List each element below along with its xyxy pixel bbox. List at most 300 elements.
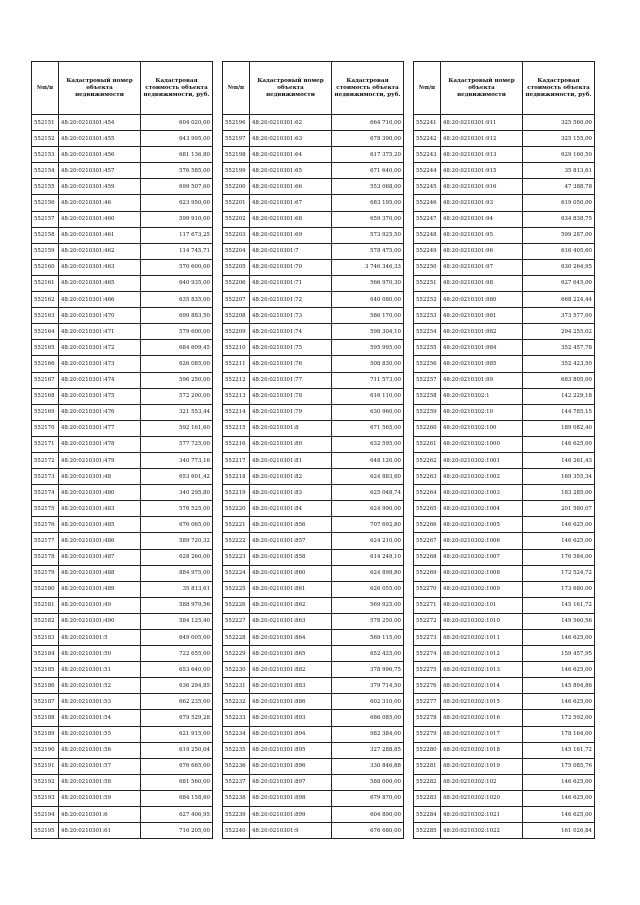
cadastral-value: 614 248,10 [332, 549, 404, 565]
cadastral-value: 373 577,00 [523, 308, 595, 324]
row-number: 552248 [414, 227, 441, 243]
table-row [223, 710, 404, 726]
row-number: 552279 [414, 726, 441, 742]
row-number: 552184 [32, 646, 59, 662]
table-row [223, 501, 404, 517]
cadastral-number: 48:20:0210302:1016 [441, 710, 523, 726]
row-number: 552161 [32, 275, 59, 291]
table-row [223, 823, 404, 839]
cadastral-value: 146 625,00 [523, 774, 595, 790]
cadastral-number: 48:20:0210302:1007 [441, 549, 523, 565]
row-number: 552165 [32, 340, 59, 356]
table-row [32, 549, 213, 565]
cadastral-number: 48:20:0210301:895 [250, 742, 332, 758]
table-row [32, 372, 213, 388]
cadastral-number: 48:20:0210302:1003 [441, 485, 523, 501]
cadastral-number: 48:20:0210301:883 [250, 678, 332, 694]
row-number: 552214 [223, 404, 250, 420]
cadastral-number: 48:20:0210302:1019 [441, 758, 523, 774]
table-row [32, 275, 213, 291]
cadastral-number: 48:20:0210301:461 [59, 227, 141, 243]
table-row [32, 243, 213, 259]
row-number: 552192 [32, 774, 59, 790]
cadastral-value: 146 625,00 [523, 533, 595, 549]
cadastral-value: 648 120,00 [332, 452, 404, 468]
cadastral-value: 146 625,00 [523, 517, 595, 533]
row-number: 552254 [414, 324, 441, 340]
row-number: 552205 [223, 259, 250, 275]
cadastral-number: 48:20:0210301:856 [250, 517, 332, 533]
table-row [223, 758, 404, 774]
row-number: 552185 [32, 662, 59, 678]
cadastral-number: 48:20:0210301:478 [59, 436, 141, 452]
table-row [32, 501, 213, 517]
row-number: 552237 [223, 774, 250, 790]
table-row [32, 131, 213, 147]
row-number: 552171 [32, 436, 59, 452]
cadastral-value: 352 457,78 [523, 340, 595, 356]
cadastral-number: 48:20:0210302:1009 [441, 581, 523, 597]
row-number: 552250 [414, 259, 441, 275]
cadastral-number: 48:20:0210301:886 [250, 694, 332, 710]
cadastral-number: 48:20:0210301:56 [59, 742, 141, 758]
table-row [414, 565, 595, 581]
row-number: 552238 [223, 790, 250, 806]
cadastral-value: 616 405,60 [523, 243, 595, 259]
row-number: 552261 [414, 436, 441, 452]
cadastral-number: 48:20:0210301:52 [59, 678, 141, 694]
table-row [223, 452, 404, 468]
cadastral-number: 48:20:0210301:93 [441, 195, 523, 211]
cadastral-number: 48:20:0210302:1008 [441, 565, 523, 581]
table-row [32, 790, 213, 806]
cadastral-number: 48:20:0210301:981 [441, 308, 523, 324]
table-row [414, 163, 595, 179]
row-number: 552262 [414, 452, 441, 468]
cadastral-value: 634 838,75 [523, 211, 595, 227]
cadastral-value: 683 805,00 [523, 372, 595, 388]
row-number: 552202 [223, 211, 250, 227]
row-number: 552221 [223, 517, 250, 533]
cadastral-value: 604 890,00 [332, 807, 404, 823]
row-number: 552241 [414, 115, 441, 131]
table-row [223, 678, 404, 694]
cadastral-value: 625 048,74 [332, 485, 404, 501]
table-row [414, 179, 595, 195]
row-number: 552168 [32, 388, 59, 404]
row-number: 552276 [414, 678, 441, 694]
table-row [223, 613, 404, 629]
table-row [32, 758, 213, 774]
cadastral-value: 325 155,00 [523, 131, 595, 147]
cadastral-number: 48:20:0210301:864 [250, 630, 332, 646]
cadastral-value: 649 005,00 [141, 630, 213, 646]
cadastral-number: 48:20:0210301:82 [250, 469, 332, 485]
cadastral-number: 48:20:0210301:456 [59, 147, 141, 163]
table-row [32, 597, 213, 613]
table-row [414, 758, 595, 774]
row-number: 552217 [223, 452, 250, 468]
table-row [414, 790, 595, 806]
cadastral-number: 48:20:0210301:75 [250, 340, 332, 356]
cadastral-number: 48:20:0210301:62 [250, 115, 332, 131]
cadastral-value: 508 830,00 [332, 356, 404, 372]
row-number: 552256 [414, 356, 441, 372]
row-number: 552243 [414, 147, 441, 163]
cadastral-value: 627 645,00 [523, 275, 595, 291]
cadastral-number: 48:20:0210301:466 [59, 292, 141, 308]
cadastral-value: 686 085,00 [332, 710, 404, 726]
cadastral-number: 48:20:0210302:1005 [441, 517, 523, 533]
table-row [414, 147, 595, 163]
cadastral-number: 48:20:0210301:454 [59, 115, 141, 131]
row-number: 552252 [414, 292, 441, 308]
row-number: 552230 [223, 662, 250, 678]
table-row [223, 630, 404, 646]
cadastral-number: 48:20:0210301:64 [250, 147, 332, 163]
cadastral-value: 114 745,71 [141, 243, 213, 259]
cadastral-value: 630 264,95 [523, 259, 595, 275]
table-row [414, 404, 595, 420]
cadastral-value: 619 250,04 [141, 742, 213, 758]
row-number: 552264 [414, 485, 441, 501]
row-number: 552220 [223, 501, 250, 517]
cadastral-table-3 [413, 61, 595, 839]
cadastral-value: 178 164,00 [523, 726, 595, 742]
row-number: 552278 [414, 710, 441, 726]
row-number: 552274 [414, 646, 441, 662]
cadastral-table-2 [222, 61, 404, 839]
table-row [223, 420, 404, 436]
cadastral-value: 684 609,45 [141, 340, 213, 356]
cadastral-number: 48:20:0210301:882 [250, 662, 332, 678]
cadastral-value: 146 625,00 [523, 662, 595, 678]
row-number: 552218 [223, 469, 250, 485]
table-row [32, 388, 213, 404]
cadastral-value: 668 224,44 [523, 292, 595, 308]
row-number: 552239 [223, 807, 250, 823]
cadastral-number: 48:20:0210301:69 [250, 227, 332, 243]
header-cadastral-value: Кадастровая стоимость объекта недвижимости, руб. [332, 62, 404, 115]
row-number: 552225 [223, 581, 250, 597]
row-number: 552228 [223, 630, 250, 646]
cadastral-value: 146 625,00 [523, 436, 595, 452]
row-number: 552213 [223, 388, 250, 404]
cadastral-value: 599 287,00 [523, 227, 595, 243]
cadastral-number: 48:20:0210301:861 [250, 581, 332, 597]
cadastral-number: 48:20:0210301:51 [59, 662, 141, 678]
cadastral-number: 48:20:0210301:489 [59, 581, 141, 597]
table-row [223, 469, 404, 485]
row-number: 552166 [32, 356, 59, 372]
cadastral-value: 378 996,75 [332, 662, 404, 678]
cadastral-number: 48:20:0210301:893 [250, 710, 332, 726]
table-row [223, 517, 404, 533]
header-num: №п/п [223, 62, 250, 115]
cadastral-value: 146 625,00 [523, 790, 595, 806]
table-header-row [223, 62, 404, 115]
row-number: 552244 [414, 163, 441, 179]
cadastral-value: 161 026,84 [523, 823, 595, 839]
cadastral-number: 48:20:0210301:985 [441, 356, 523, 372]
cadastral-value: 699 883,50 [141, 308, 213, 324]
cadastral-number: 48:20:0210302:101 [441, 597, 523, 613]
cadastral-number: 48:20:0210302:1002 [441, 469, 523, 485]
row-number: 552153 [32, 147, 59, 163]
table-row [32, 807, 213, 823]
table-row [223, 533, 404, 549]
cadastral-value: 635 835,00 [141, 292, 213, 308]
cadastral-number: 48:20:0210301:71 [250, 275, 332, 291]
row-number: 552163 [32, 308, 59, 324]
table-row [32, 259, 213, 275]
row-number: 552180 [32, 581, 59, 597]
row-number: 552177 [32, 533, 59, 549]
row-number: 552212 [223, 372, 250, 388]
row-number: 552249 [414, 243, 441, 259]
row-number: 552178 [32, 549, 59, 565]
table-row [32, 662, 213, 678]
row-number: 552229 [223, 646, 250, 662]
cadastral-number: 48:20:0210301:94 [441, 211, 523, 227]
row-number: 552255 [414, 340, 441, 356]
cadastral-value: 707 692,80 [332, 517, 404, 533]
table-row [414, 115, 595, 131]
cadastral-number: 48:20:0210301:455 [59, 131, 141, 147]
cadastral-number: 48:20:0210301:465 [59, 275, 141, 291]
row-number: 552253 [414, 308, 441, 324]
row-number: 552158 [32, 227, 59, 243]
cadastral-value: 676 680,00 [332, 823, 404, 839]
cadastral-value: 616 110,00 [332, 388, 404, 404]
table-row [414, 613, 595, 629]
cadastral-number: 48:20:0210302:1000 [441, 436, 523, 452]
table-row [32, 147, 213, 163]
cadastral-number: 48:20:0210301:982 [441, 324, 523, 340]
row-number: 552251 [414, 275, 441, 291]
row-number: 552226 [223, 597, 250, 613]
table-row [414, 710, 595, 726]
cadastral-number: 48:20:0210301:913 [441, 147, 523, 163]
row-number: 552281 [414, 758, 441, 774]
cadastral-value: 172 524,72 [523, 565, 595, 581]
cadastral-value: 589 720,32 [141, 533, 213, 549]
cadastral-number: 48:20:0210301:65 [250, 163, 332, 179]
cadastral-number: 48:20:0210301:72 [250, 292, 332, 308]
table-row [414, 501, 595, 517]
cadastral-number: 48:20:0210301:76 [250, 356, 332, 372]
cadastral-value: 628 260,00 [141, 549, 213, 565]
cadastral-value: 146 261,43 [523, 452, 595, 468]
row-number: 552172 [32, 452, 59, 468]
cadastral-value: 604 020,00 [141, 115, 213, 131]
cadastral-value: 183 285,00 [523, 485, 595, 501]
table-row [414, 469, 595, 485]
row-number: 552232 [223, 694, 250, 710]
cadastral-number: 48:20:0210301:63 [250, 131, 332, 147]
table-row [414, 356, 595, 372]
table-row [414, 340, 595, 356]
cadastral-number: 48:20:0210301:46 [59, 195, 141, 211]
cadastral-value: 699 507,60 [141, 179, 213, 195]
row-number: 552211 [223, 356, 250, 372]
cadastral-value: 189 082,40 [523, 420, 595, 436]
table-row [414, 372, 595, 388]
cadastral-number: 48:20:0210301:457 [59, 163, 141, 179]
cadastral-value: 624 210,00 [332, 533, 404, 549]
cadastral-number: 48:20:0210301:476 [59, 404, 141, 420]
cadastral-number: 48:20:0210301:474 [59, 372, 141, 388]
cadastral-number: 48:20:0210302:10 [441, 404, 523, 420]
table-row [32, 533, 213, 549]
cadastral-value: 294 255,02 [523, 324, 595, 340]
cadastral-number: 48:20:0210301:53 [59, 694, 141, 710]
row-number: 552271 [414, 597, 441, 613]
cadastral-number: 48:20:0210301:59 [59, 790, 141, 806]
row-number: 552259 [414, 404, 441, 420]
row-number: 552209 [223, 324, 250, 340]
table-row [414, 630, 595, 646]
row-number: 552170 [32, 420, 59, 436]
row-number: 552198 [223, 147, 250, 163]
cadastral-value: 566 970,30 [332, 275, 404, 291]
cadastral-number: 48:20:0210302:1011 [441, 630, 523, 646]
table-header-row [32, 62, 213, 115]
cadastral-number: 48:20:0210302:1 [441, 388, 523, 404]
table-row [223, 807, 404, 823]
cadastral-value: 676 065,00 [141, 517, 213, 533]
table-row [32, 726, 213, 742]
row-number: 552201 [223, 195, 250, 211]
cadastral-number: 48:20:0210302:1020 [441, 790, 523, 806]
cadastral-value: 630 960,00 [332, 404, 404, 420]
cadastral-number: 48:20:0210301:67 [250, 195, 332, 211]
cadastral-value: 619 050,00 [523, 195, 595, 211]
cadastral-number: 48:20:0210301:896 [250, 758, 332, 774]
cadastral-value: 117 673,25 [141, 227, 213, 243]
cadastral-value: 35 813,61 [523, 163, 595, 179]
table-row [32, 404, 213, 420]
row-number: 552240 [223, 823, 250, 839]
table-row [32, 227, 213, 243]
cadastral-value: 569 925,00 [332, 597, 404, 613]
cadastral-number: 48:20:0210301:6 [59, 807, 141, 823]
cadastral-number: 48:20:0210301:865 [250, 646, 332, 662]
cadastral-number: 48:20:0210301:477 [59, 420, 141, 436]
row-number: 552208 [223, 308, 250, 324]
cadastral-value: 578 250,00 [332, 613, 404, 629]
cadastral-number: 48:20:0210301:48 [59, 469, 141, 485]
cadastral-number: 48:20:0210302:100 [441, 420, 523, 436]
row-number: 552272 [414, 613, 441, 629]
row-number: 552283 [414, 790, 441, 806]
cadastral-value: 144 785,15 [523, 404, 595, 420]
cadastral-value: 340 295,80 [141, 485, 213, 501]
row-number: 552227 [223, 613, 250, 629]
cadastral-number: 48:20:0210301:483 [59, 501, 141, 517]
cadastral-value: 624 990,00 [332, 501, 404, 517]
cadastral-number: 48:20:0210301:98 [441, 275, 523, 291]
row-number: 552263 [414, 469, 441, 485]
table-row [223, 195, 404, 211]
cadastral-value: 652 425,00 [332, 646, 404, 662]
cadastral-number: 48:20:0210301:54 [59, 710, 141, 726]
cadastral-number: 48:20:0210301:475 [59, 388, 141, 404]
table-row [32, 678, 213, 694]
cadastral-number: 48:20:0210302:1001 [441, 452, 523, 468]
row-number: 552233 [223, 710, 250, 726]
table-row [414, 420, 595, 436]
cadastral-number: 48:20:0210301:80 [250, 436, 332, 452]
row-number: 552187 [32, 694, 59, 710]
cadastral-number: 48:20:0210301:471 [59, 324, 141, 340]
table-row [223, 179, 404, 195]
cadastral-value: 35 813,61 [141, 581, 213, 597]
cadastral-number: 48:20:0210301:55 [59, 726, 141, 742]
cadastral-number: 48:20:0210301:897 [250, 774, 332, 790]
cadastral-value: 340 773,16 [141, 452, 213, 468]
row-number: 552196 [223, 115, 250, 131]
cadastral-value: 588 979,56 [141, 597, 213, 613]
row-number: 552267 [414, 533, 441, 549]
table-row [223, 324, 404, 340]
table-row [223, 308, 404, 324]
cadastral-number: 48:20:0210301:99 [441, 372, 523, 388]
cadastral-value: 146 625,00 [523, 694, 595, 710]
table-row [223, 340, 404, 356]
cadastral-value: 629 160,50 [523, 147, 595, 163]
table-row [32, 115, 213, 131]
row-number: 552231 [223, 678, 250, 694]
row-number: 552183 [32, 630, 59, 646]
header-cadastral-number: Кадастровый номер объекта недвижимости [250, 62, 332, 115]
table-row [32, 211, 213, 227]
row-number: 552215 [223, 420, 250, 436]
cadastral-number: 48:20:0210301:857 [250, 533, 332, 549]
cadastral-value: 569 115,00 [332, 630, 404, 646]
cadastral-number: 48:20:0210301:7 [250, 243, 332, 259]
cadastral-value: 676 665,00 [141, 758, 213, 774]
table-row [32, 292, 213, 308]
table-row [414, 195, 595, 211]
table-row [414, 275, 595, 291]
row-number: 552203 [223, 227, 250, 243]
cadastral-value: 626 085,00 [141, 356, 213, 372]
row-number: 552194 [32, 807, 59, 823]
row-number: 552167 [32, 372, 59, 388]
table-row [32, 420, 213, 436]
cadastral-number: 48:20:0210302:1022 [441, 823, 523, 839]
table-row [32, 340, 213, 356]
cadastral-value: 321 553,44 [141, 404, 213, 420]
cadastral-value: 142 229,18 [523, 388, 595, 404]
cadastral-number: 48:20:0210301:50 [59, 646, 141, 662]
table-row [414, 131, 595, 147]
cadastral-value: 573 925,50 [332, 227, 404, 243]
row-number: 552155 [32, 179, 59, 195]
cadastral-value: 169 355,34 [523, 469, 595, 485]
header-cadastral-number: Кадастровый номер объекта недвижимости [59, 62, 141, 115]
table-row [414, 694, 595, 710]
cadastral-value: 146 625,00 [523, 630, 595, 646]
cadastral-value: 576 525,00 [141, 501, 213, 517]
cadastral-value: 621 915,00 [141, 726, 213, 742]
table-row [414, 211, 595, 227]
table-row [32, 452, 213, 468]
cadastral-number: 48:20:0210302:1015 [441, 694, 523, 710]
table-row [414, 292, 595, 308]
row-number: 552191 [32, 758, 59, 774]
